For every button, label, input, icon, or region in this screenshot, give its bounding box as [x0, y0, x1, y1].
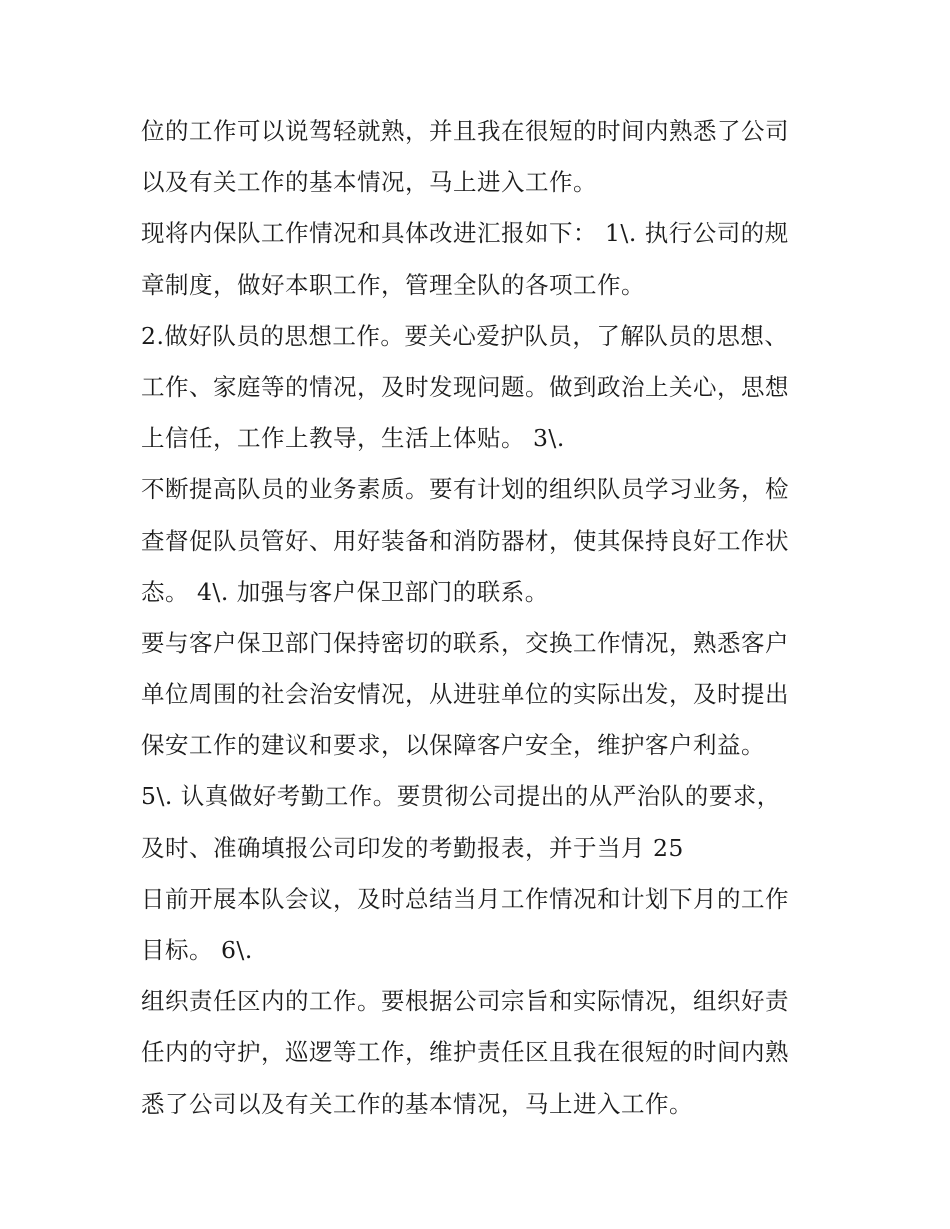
text-line: 不断提高队员的业务素质。要有计划的组织队员学习业务，检 — [141, 475, 789, 504]
text-line: 工作、家庭等的情况，及时发现问题。做到政治上关心，思想 — [141, 372, 789, 401]
text-line: 以及有关工作的基本情况，马上进入工作。 — [141, 168, 597, 197]
text-line: 保安工作的建议和要求，以保障客户安全，维护客户利益。 — [141, 731, 765, 760]
text-line: 日前开展本队会议，及时总结当月工作情况和计划下月的工作 — [141, 884, 789, 913]
text-line: 任内的守护，巡逻等工作，维护责任区且我在很短的时间内熟 — [141, 1038, 789, 1067]
text-line: 组织责任区内的工作。要根据公司宗旨和实际情况，组织好责 — [141, 987, 789, 1016]
text-line: 上信任，工作上教导，生活上体贴。 3\. — [141, 424, 565, 453]
text-line: 章制度，做好本职工作，管理全队的各项工作。 — [141, 270, 645, 299]
document-body — [141, 106, 821, 1130]
text-line: 5\. 认真做好考勤工作。要贯彻公司提出的从严治队的要求， — [141, 782, 781, 811]
text-line: 现将内保队工作情况和具体改进汇报如下： 1\. 执行公司的规 — [141, 219, 789, 248]
text-line: 目标。 6\. — [141, 936, 253, 964]
text-line: 态。 4\. 加强与客户保卫部门的联系。 — [141, 577, 549, 606]
text-line: 查督促队员管好、用好装备和消防器材，使其保持良好工作状 — [141, 526, 789, 555]
text-line: 位的工作可以说驾轻就熟，并且我在很短的时间内熟悉了公司 — [141, 117, 789, 145]
text-line: 单位周围的社会治安情况，从进驻单位的实际出发，及时提出 — [141, 680, 789, 709]
text-line: 2.做好队员的思想工作。要关心爱护队员，了解队员的思想、 — [141, 321, 789, 350]
text-line: 及时、准确填报公司印发的考勤报表，并于当月 25 — [141, 833, 684, 862]
text-line: 悉了公司以及有关工作的基本情况，马上进入工作。 — [141, 1089, 693, 1118]
text-line: 要与客户保卫部门保持密切的联系，交换工作情况，熟悉客户 — [141, 628, 789, 657]
